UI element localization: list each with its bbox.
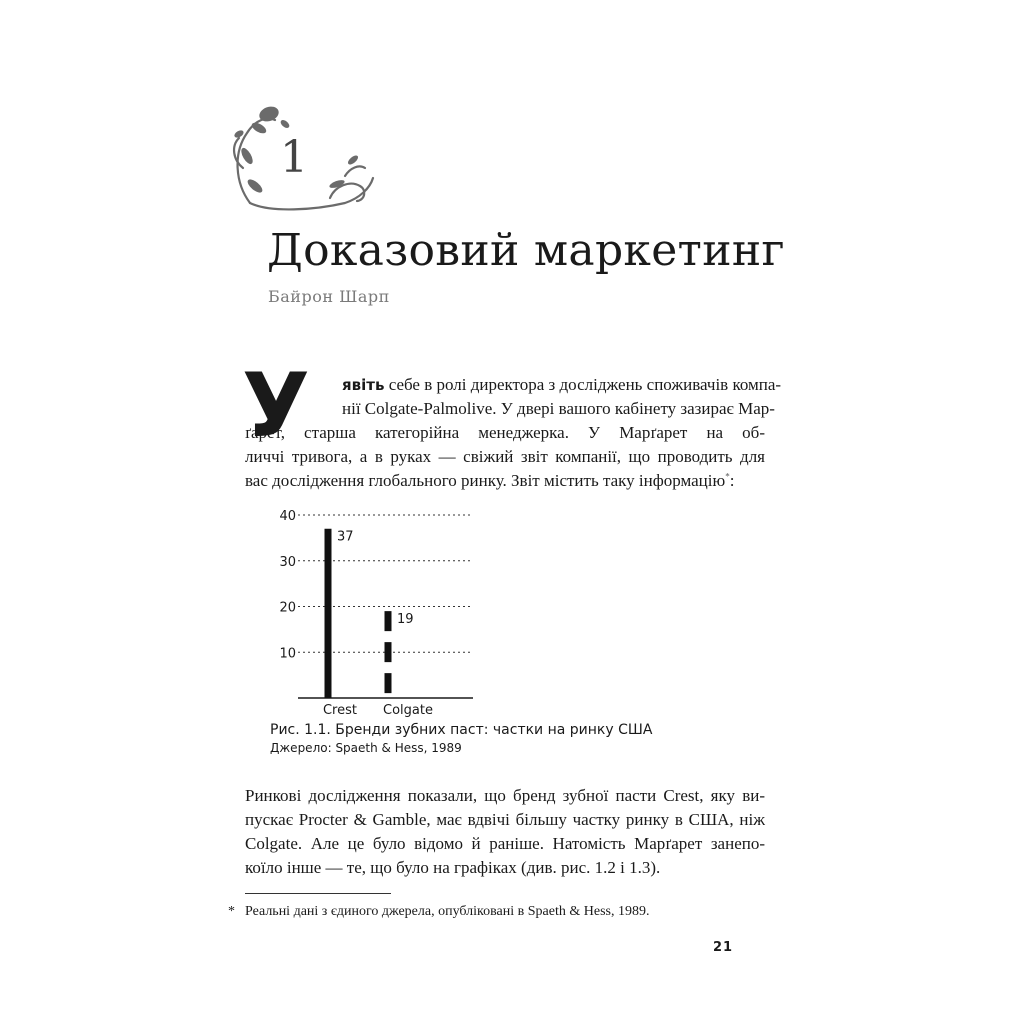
figure-source: Джерело: Spaeth & Hess, 1989 (270, 741, 462, 755)
footnote-text: Реальні дані з єдиного джерела, опубліковані в Spaeth & Hess, 1989. (245, 904, 650, 919)
intro-line: нії Colgate-Palmolive. У двері вашого кабінету зазирає Мар- (342, 399, 775, 418)
intro-paragraph (245, 373, 782, 493)
data-label-colgate: 19 (397, 612, 414, 628)
data-label-crest: 37 (337, 529, 354, 545)
chapter-title: Доказовий маркетинг (267, 225, 785, 276)
figure-caption: Рис. 1.1. Бренди зубних паст: частки на ринку США (270, 722, 653, 738)
intro-line: явіть себе в ролі директора з досліджень споживачів компа- (342, 375, 782, 394)
footnote-mark: * (228, 904, 235, 919)
category-label-crest: Crest (322, 703, 358, 718)
intro-line: личчі тривога, а в руках — свіжий звіт компанії, що проводить для (245, 447, 765, 466)
chart-labels (279, 509, 433, 718)
chapter-author: Байрон Шарп (268, 287, 390, 306)
page-number: 21 (713, 940, 734, 955)
lead-word: явіть (342, 376, 385, 394)
intro-line: ґарет, старша категорійна менеджерка. У Марґарет на об- (245, 423, 765, 442)
intro-line: вас дослідження глобального ринку. Звіт містить таку інформацію*: (245, 471, 735, 490)
footnote-divider (245, 893, 391, 894)
body-line: коїло інше — те, що було на графіках (див. рис. 1.2 і 1.3). (245, 858, 661, 877)
y-tick-label: 30 (279, 554, 296, 570)
drop-cap: У (242, 354, 310, 457)
market-share-bar-chart (262, 502, 492, 722)
chart-grid (298, 515, 473, 698)
category-label-colgate: Colgate (383, 703, 433, 718)
chart-bars (328, 529, 388, 698)
body-line: Ринкові дослідження показали, що бренд зубної пасти Crest, яку ви- (245, 786, 765, 805)
body-paragraph (245, 784, 765, 880)
body-line: пускає Procter & Gamble, має вдвічі більшу частку ринку в США, ніж (245, 810, 765, 829)
y-tick-label: 40 (279, 509, 296, 524)
y-tick-label: 20 (279, 600, 296, 616)
chapter-number: 1 (280, 132, 308, 183)
footnote-reference: * (725, 471, 730, 482)
body-line: Colgate. Але це було відомо й раніше. Натомість Марґарет занепо- (245, 834, 765, 853)
footnote (228, 904, 649, 920)
y-tick-label: 10 (279, 646, 296, 662)
